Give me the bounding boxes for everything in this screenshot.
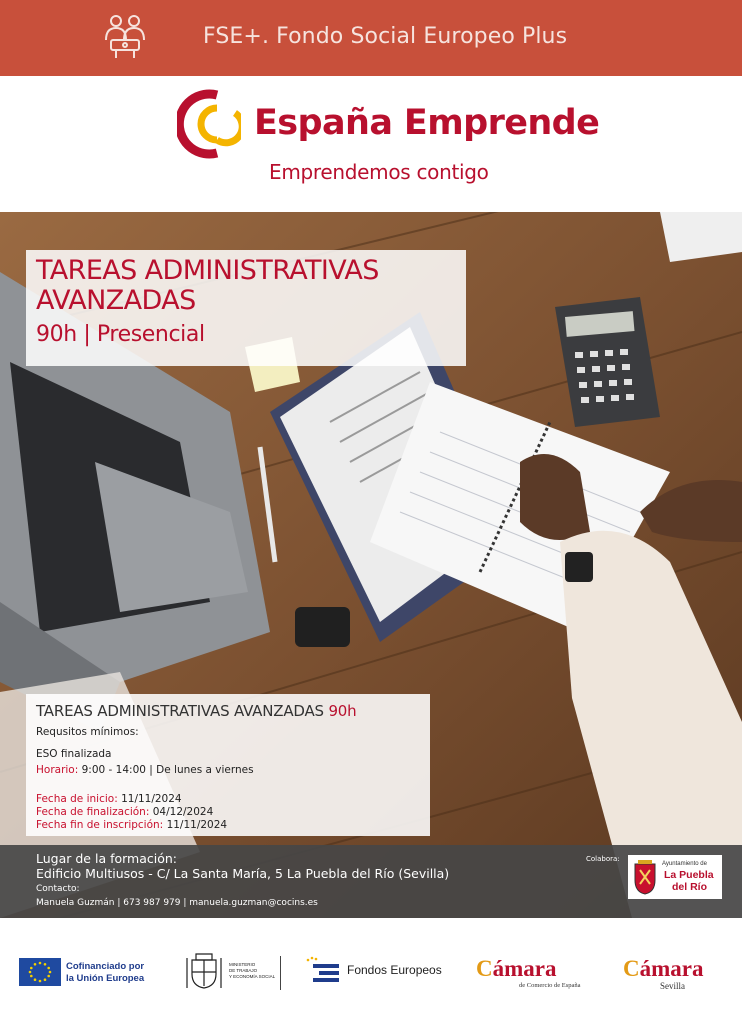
council-logo [628, 855, 722, 899]
contact-label: Contacto: [36, 884, 80, 894]
course-info-panel [26, 694, 430, 836]
council-name-line2: del Río [672, 881, 708, 893]
enroll-date-value: 11/11/2024 [166, 819, 228, 831]
schedule-line [36, 764, 254, 776]
eu-cofinanced-text [66, 961, 144, 985]
enroll-date-line [36, 819, 227, 831]
camara-sevilla-sub: Sevilla [660, 981, 685, 991]
end-date-label: Fecha de finalización: [36, 806, 150, 818]
fondos-europeos-icon [305, 956, 341, 986]
requirements-label: Requsitos mínimos: [36, 726, 139, 738]
info-title-hours: 90h [328, 702, 357, 720]
council-name-line1: La Puebla [664, 869, 714, 881]
course-title: TAREAS ADMINISTRATIVAS AVANZADAS [36, 255, 379, 316]
brand-tagline: Emprendemos contigo [269, 160, 489, 184]
camara-sevilla-c-icon: C [623, 956, 640, 981]
camara-sevilla-text: ámara [639, 956, 704, 981]
info-title [36, 702, 356, 720]
camara-espana-logo [476, 956, 557, 982]
location-label: Lugar de la formación: [36, 851, 178, 866]
eu-line2: la Unión Europea [66, 973, 145, 984]
divider [280, 956, 281, 990]
collaborates-label: Colabora: [586, 855, 620, 863]
contact-value: Manuela Guzmán | 673 987 979 | manuela.guzman@cocins.es [36, 898, 318, 908]
tape-dispenser [295, 607, 350, 647]
ministry-text [229, 962, 275, 980]
council-shield-icon [632, 858, 658, 896]
requirements-value: ESO finalizada [36, 748, 112, 760]
camara-c-icon: C [476, 956, 493, 981]
council-small-label: Ayuntamiento de [662, 861, 707, 867]
location-band [0, 845, 742, 918]
eu-line1: Cofinanciado por [66, 961, 145, 972]
schedule-label: Horario: [36, 764, 79, 776]
course-meta: 90h | Presencial [36, 322, 205, 347]
program-title: FSE+. Fondo Social Europeo Plus [203, 24, 568, 49]
brand-name: España Emprende [254, 103, 600, 143]
camara-sevilla-logo [623, 956, 704, 982]
eu-flag-icon [19, 958, 61, 986]
location-address: Edificio Multiusos - C/ La Santa María, 5 La Puebla del Río (Sevilla) [36, 866, 450, 881]
course-title-panel [26, 250, 466, 366]
info-title-main: TAREAS ADMINISTRATIVAS AVANZADAS [36, 702, 324, 720]
camara-espana-sub: de Comercio de España [519, 982, 581, 989]
start-date-label: Fecha de inicio: [36, 793, 118, 805]
people-meeting-icon [100, 12, 150, 62]
ministry-line-2: DE TRABAJO [229, 968, 258, 973]
spain-coat-of-arms-icon [184, 950, 224, 992]
fondos-europeos-label: Fondos Europeos [347, 963, 442, 977]
ministry-line-3: Y ECONOMÍA SOCIAL [229, 974, 276, 979]
ministry-line-1: MINISTERIO [229, 962, 256, 967]
end-date-line [36, 806, 213, 818]
enroll-date-label: Fecha fin de inscripción: [36, 819, 164, 831]
footer-logos [0, 918, 742, 1024]
espana-emprende-logo-icon [177, 87, 241, 161]
start-date-value: 11/11/2024 [121, 793, 182, 805]
schedule-value: 9:00 - 14:00 | De lunes a viernes [81, 764, 254, 776]
end-date-value: 04/12/2024 [152, 806, 214, 818]
top-banner [0, 0, 742, 76]
camara-espana-text: ámara [492, 956, 557, 981]
start-date-line [36, 793, 182, 805]
